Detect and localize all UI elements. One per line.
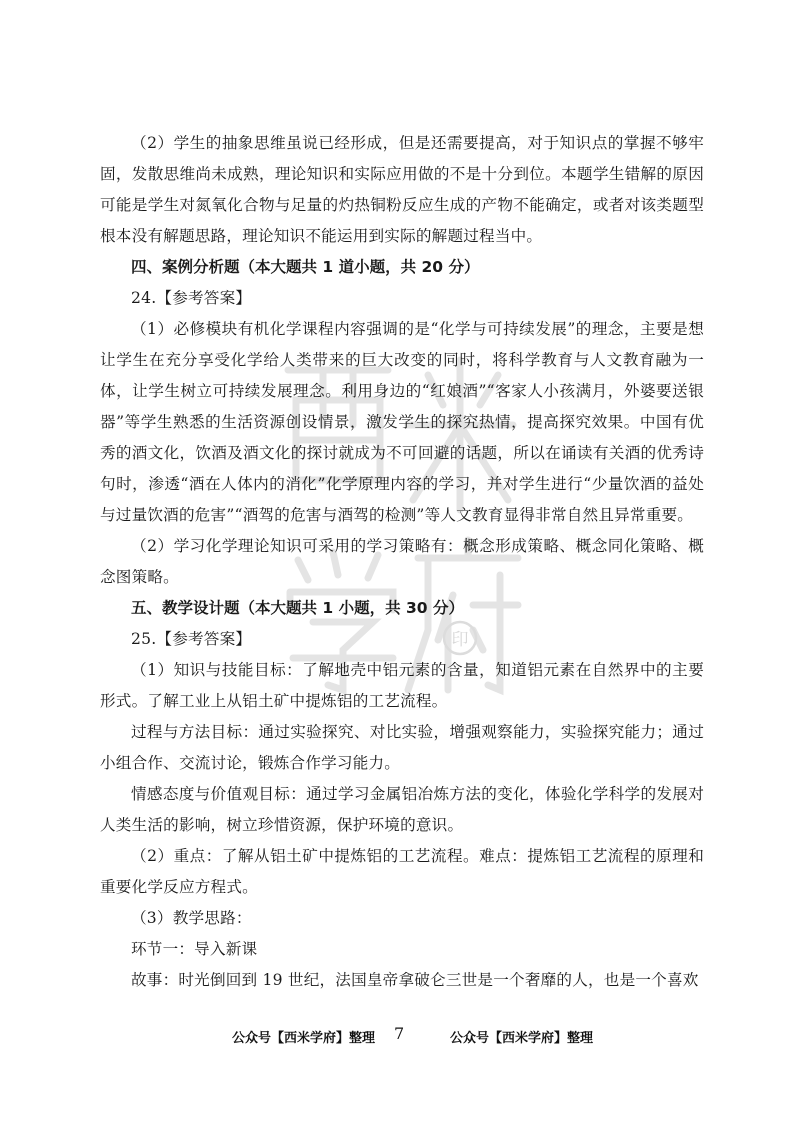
footer-right-text: 公众号【西米学府】整理 — [450, 1031, 594, 1046]
paragraph-step-one: 环节一：导入新课 — [131, 940, 258, 958]
svg-text:印: 印 — [451, 630, 469, 650]
page-footer — [0, 1024, 800, 1048]
paragraph-teaching-idea: （3）教学思路： — [131, 909, 252, 927]
paragraph-24-1: （1）必修模块有机化学课程内容强调的是“化学与可持续发展”的理念，主要是想让学生在充分享受化学给人类带来的巨大改变的同时，将科学教育与人文教育融为一体，让学生树立可持续发展理念。利用身边的“红娘酒”“客家人小孩满月，外婆要送银器”等学生熟悉的生活资源创设情景，激发学生的探究热情，提高探究效果。中国有优秀的酒文化，饮酒及酒文化的探讨就成为不可回避的话题，所以在诵读有关酒的优秀诗句时，渗透“酒在人体内的消化”化学原理内容的学习，并对学生进行“少量饮酒的益处与过量饮酒的危害”“酒驾的危害与酒驾的检测”等人文教育显得非常自然且异常重要。 — [100, 320, 704, 524]
document-body — [100, 128, 704, 996]
paragraph-knowledge-goal: （1）知识与技能目标：了解地壳中铝元素的含量，知道铝元素在自然界中的主要形式。了解工业上从铝土矿中提炼铝的工艺流程。 — [100, 661, 704, 710]
footer-left-text: 公众号【西米学府】整理 — [232, 1031, 376, 1046]
section-heading-case-analysis: 四、案例分析题（本大题共 1 道小题，共 20 分） — [131, 258, 480, 276]
paragraph-process-goal: 过程与方法目标：通过实验探究、对比实验，增强观察能力，实验探究能力；通过小组合作、交流讨论，锻炼合作学习能力。 — [100, 723, 704, 772]
page-number: 7 — [394, 1024, 405, 1043]
paragraph-24-2: （2）学习化学理论知识可采用的学习策略有：概念形成策略、概念同化策略、概念图策略。 — [100, 537, 704, 586]
paragraph-key-points: （2）重点：了解从铝土矿中提炼铝的工艺流程。难点：提炼铝工艺流程的原理和重要化学反应方程式。 — [100, 847, 704, 896]
paragraph-attitude-goal: 情感态度与价值观目标：通过学习金属铝冶炼方法的变化，体验化学科学的发展对人类生活的影响，树立珍惜资源，保护环境的意识。 — [100, 785, 704, 834]
question-24-answer-label: 24.【参考答案】 — [131, 289, 252, 307]
paragraph-student-analysis-2: （2）学生的抽象思维虽说已经形成，但是还需要提高，对于知识点的掌握不够牢固，发散思维尚未成熟，理论知识和实际应用做的不是十分到位。本题学生错解的原因可能是学生对氮氧化合物与足量的灼热铜粉反应生成的产物不能确定，或者对该类题型根本没有解题思路，理论知识不能运用到实际的解题过程当中。 — [100, 134, 704, 245]
section-heading-teaching-design: 五、教学设计题（本大题共 1 小题，共 30 分） — [131, 599, 464, 617]
question-25-answer-label: 25.【参考答案】 — [131, 630, 252, 648]
paragraph-story: 故事：时光倒回到 19 世纪，法国皇帝拿破仑三世是一个奢靡的人，也是一个喜欢 — [131, 971, 699, 989]
